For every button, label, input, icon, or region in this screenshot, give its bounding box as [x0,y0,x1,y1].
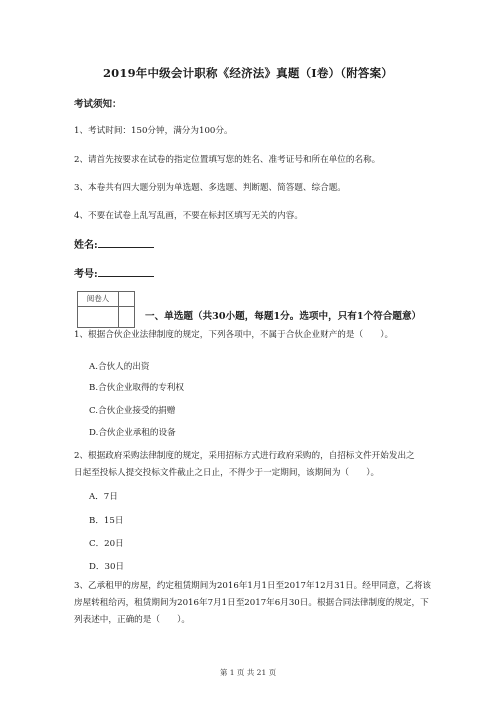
option-b: B．15日 [89,516,124,526]
question-1 [74,327,454,344]
notice-item: 1、考试时间：150分钟，满分为100分。 [74,126,233,136]
exam-number-blank[interactable] [98,267,154,277]
exam-number-field [74,265,154,280]
document-title: 2019年中级会计职称《经济法》真题（I卷）（附答案） [102,66,394,80]
notice-item: 4、不要在试卷上乱写乱画，不要在标封区填写无关的内容。 [74,211,303,221]
question-text: 2、根据政府采购法律制度的规定，采用招标方式进行政府采购的，自招标文件开始发出之 [74,451,415,461]
grader-label: 阅卷人 [86,294,110,303]
option-a: A.合伙人的出资 [89,362,150,372]
name-field [74,236,154,251]
option-d: D．30日 [89,562,125,572]
notice-item: 2、请首先按要求在试卷的指定位置填写您的姓名、准考证号和所在单位的名称。 [74,155,381,165]
grader-score-box [77,291,135,328]
question-text: 房屋转租给丙，租赁期间为2016年7月1日至2017年6月30日。根据合同法律制度的规定，下 [74,598,429,608]
grader-box-header-row [78,292,134,307]
section-heading: 一、单选题（共30小题，每题1分。选项中，只有1个符合题意） [145,311,422,322]
question-3 [74,578,454,629]
notice-item: 3、本卷共有四大题分别为单选题、多选题、判断题、简答题、综合题。 [74,183,346,193]
option-d: D.合伙企业承租的设备 [89,428,176,438]
question-2 [74,448,454,482]
exam-number-label: 考号: [74,269,98,280]
question-text: 1、根据合伙企业法律制度的规定，下列各项中，不属于合伙企业财产的是（ ）。 [74,330,394,340]
option-c: C．20日 [89,539,124,549]
grader-box-divider [118,292,119,327]
option-a: A．7日 [89,492,118,502]
name-label: 姓名: [74,240,98,251]
question-text: 3、乙承租甲的房屋，约定租赁期间为2016年1月1日至2017年12月31日。经甲同意，乙将该 [74,581,432,591]
question-text: 列表述中，正确的是（ ）。 [74,615,191,625]
question-text: 日起至投标人提交投标文件截止之日止，不得少于一定期间，该期间为（ ）。 [74,468,380,478]
option-c: C.合伙企业接受的捐赠 [89,406,176,416]
option-b: B.合伙企业取得的专利权 [89,383,184,393]
page-footer: 第 1 页 共 21 页 [219,668,277,677]
notice-heading: 考试须知： [74,99,122,110]
name-blank[interactable] [98,238,154,248]
